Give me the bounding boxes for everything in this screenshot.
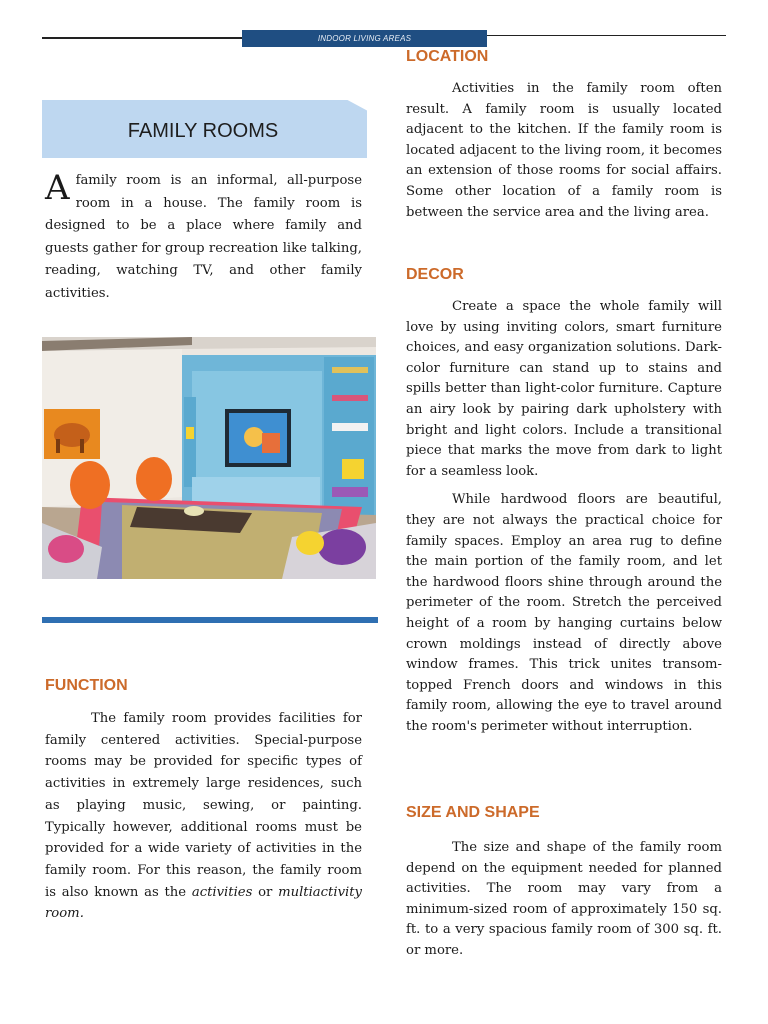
function-term-activities: activities xyxy=(191,884,253,900)
header-rule-left xyxy=(42,37,244,39)
room-illustration xyxy=(42,337,376,579)
decor-paragraph-1: Create a space the whole family will love by using inviting colors, smart furniture choices, and easy organization solutions. Dark-color furniture can stand up to stains and spills better than light-color furniture. Capture an airy look by pairing dark upholstery with bright and light colors. Include a transitional piece that marks the move from dark to light for a seamless look. xyxy=(406,299,722,479)
decor-heading: DECOR xyxy=(406,266,464,283)
intro-text: family room is an informal, all-purpose room in a house. The family room is designed to be a place where family and guests gather for group recreation like talking, reading, watching TV, and other family activities. xyxy=(45,173,362,301)
location-paragraph: Activities in the family room often result. A family room is usually located adjacent to the kitchen. If the family room is located adjacent to the living room, it becomes an extension of those rooms for social affairs. Some other location of a family room is between the service area and the living area. xyxy=(406,81,722,220)
location-heading: LOCATION xyxy=(406,48,489,65)
function-connector: or xyxy=(252,884,279,900)
function-term-multiactivity: multiactivity room. xyxy=(45,884,362,922)
section-label: INDOOR LIVING AREAS xyxy=(242,30,487,47)
intro-paragraph xyxy=(45,170,362,305)
function-heading: FUNCTION xyxy=(45,677,128,694)
family-room-photo xyxy=(42,337,376,579)
decor-block xyxy=(406,297,722,737)
function-text: The family room provides facilities for family centered activities. Special-purpose rooms may be provided for specific types of activities in extremely large residences, such as playing music, sewing, or painting. Typically however, additional rooms must be provided for a wide variety of activities in the family room. For this reason, the family room is also known as the xyxy=(45,711,362,900)
function-block xyxy=(45,708,362,925)
dropcap: A xyxy=(45,168,70,208)
location-block xyxy=(406,79,722,223)
page-title: FAMILY ROOMS xyxy=(127,120,279,142)
size-shape-heading: SIZE AND SHAPE xyxy=(406,804,540,821)
size-shape-block xyxy=(406,838,722,962)
intro-block xyxy=(45,170,362,305)
section-divider-bar xyxy=(42,617,378,623)
header-rule-right xyxy=(486,35,726,36)
decor-paragraph-2: While hardwood floors are beautiful, they are not always the practical choice for family spaces. Employ an area rug to define the main portion of the family room, and let the hardwood floors shine through around the perimeter of the room. Stretch the perceived height of a room by hanging curtains below crown moldings instead of directly above window frames. This trick unites transom-topped French doors and windows in this family room, allowing the eye to travel around the room's perimeter without interruption. xyxy=(406,492,722,734)
function-paragraph xyxy=(45,708,362,925)
size-shape-paragraph: The size and shape of the family room depend on the equipment needed for planned activities. The room may vary from a minimum-sized room of approximately 150 sq. ft. to a very spacious family room of 300 sq. ft. or more. xyxy=(406,840,722,958)
